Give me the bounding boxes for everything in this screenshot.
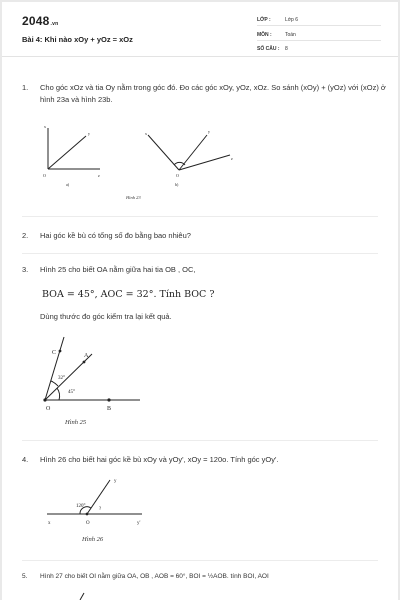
question-number: 1. [22, 83, 29, 92]
meta-value: Lớp 6 [285, 17, 299, 23]
fig23-label: y [88, 131, 90, 136]
question-text: Hình 26 cho biết hai góc kề bù xOy và yOy', xOy = 120o. Tính góc yOy'. [40, 455, 279, 464]
fig23-label: b) [175, 182, 179, 187]
meta-value: 8 [285, 46, 288, 52]
figure-25 [45, 337, 140, 400]
meta-value: Toán [285, 32, 296, 38]
q3-instruction: Dùng thước đo góc kiểm tra lại kết quả. [40, 312, 172, 321]
fig23-label: a) [66, 182, 70, 187]
figure-caption: Hình 25 [65, 419, 87, 426]
divider [22, 440, 378, 441]
question-text: Hình 25 cho biết OA nằm giữa hai tia OB , OC, [40, 265, 196, 274]
divider [22, 560, 378, 561]
lesson-title: Bài 4: Khi nào xOy + yOz = xOz [22, 35, 133, 44]
figure-23 [2, 2, 398, 600]
question-number: 4. [22, 455, 29, 464]
fig25-label: O [46, 406, 51, 412]
fig25-label: C [52, 350, 57, 356]
fig23-label: z [231, 156, 233, 161]
fig23-label: x [44, 124, 46, 129]
meta-key: MÔN : [257, 32, 272, 38]
fig25-label: 45° [68, 390, 75, 395]
meta-key: LỚP : [257, 17, 271, 23]
question-number: 3. [22, 265, 29, 274]
question-text: Cho góc xOz và tia Oy nằm trong góc đó. Đo các góc xOy, yOz, xOz. So sánh (xOy) + (yOz) với (xOz) ở hình 23a và hình 23b. [40, 83, 386, 104]
fig26-label: O [86, 521, 90, 526]
q3-formula: BOA = 45°, AOC = 32°. Tính BOC ? [42, 289, 215, 300]
question-text: Hình 27 cho biết OI nằm giữa OA, OB , AOB = 60°, BOI = ½AOB. tính BOI, AOI [40, 573, 269, 580]
fig25-label: 32° [58, 376, 65, 381]
figure-caption: Hình 23 [126, 195, 141, 200]
site-logo[interactable]: 2048.vn [22, 14, 59, 28]
divider [22, 253, 378, 254]
fig25-label: B [107, 406, 112, 412]
fig23-label: x [145, 131, 147, 136]
question-text: Hai góc kề bù có tổng số đo bằng bao nhiêu? [40, 231, 191, 240]
worksheet-page [2, 2, 398, 600]
fig26-label: ? [99, 507, 102, 512]
fig26-label: 120° [76, 504, 86, 509]
question-number: 5. [22, 573, 28, 580]
fig23-label: z [98, 173, 100, 178]
fig26-label: y [114, 479, 117, 484]
figure-27-partial [80, 593, 84, 600]
meta-key: SỐ CÂU : [257, 46, 280, 52]
fig23-label: y [208, 129, 210, 134]
question-number: 2. [22, 231, 29, 240]
fig23-label: O [176, 173, 179, 178]
fig23-label: O [43, 173, 46, 178]
figure-26 [47, 480, 142, 514]
fig26-label: y' [137, 521, 141, 526]
fig26-label: x [48, 521, 51, 526]
fig25-label: A [84, 353, 89, 359]
figure-caption: Hình 26 [82, 536, 104, 543]
divider [22, 216, 378, 217]
